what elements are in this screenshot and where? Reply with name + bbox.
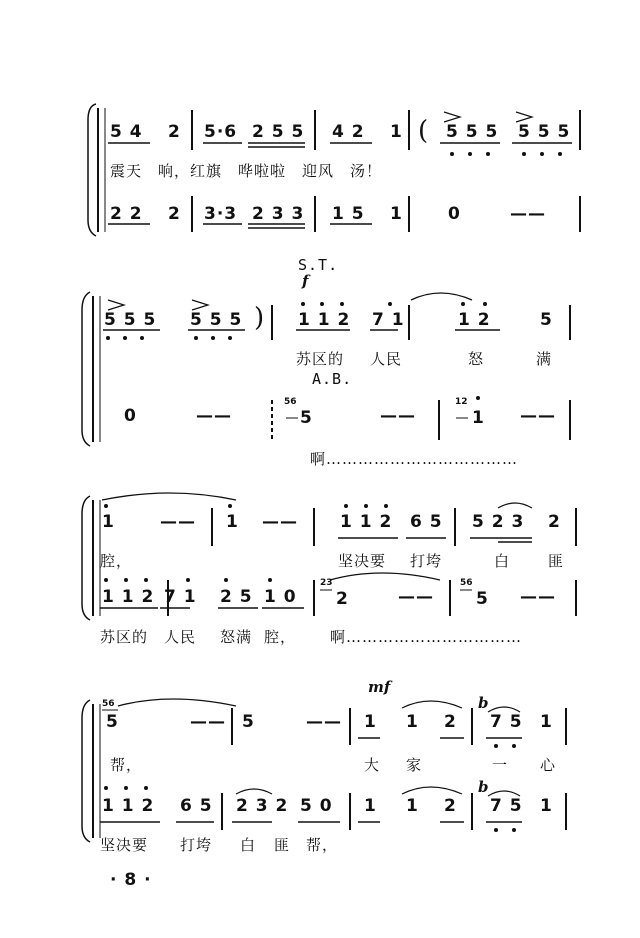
note-group: 1 0 xyxy=(264,587,297,607)
note-group: 2 xyxy=(444,712,457,732)
note-group: 5 xyxy=(476,589,489,609)
note-group: 1 1 2 xyxy=(298,310,351,330)
note-group: 5 5 5 xyxy=(104,310,157,330)
lyric-word: 满 xyxy=(536,350,553,368)
dynamic-mark: mf xyxy=(368,678,391,696)
sustain-dash: —— xyxy=(306,712,342,732)
lyric-word: 白 xyxy=(494,552,511,570)
sustain-dash: —— xyxy=(398,587,434,607)
note-group: 2 3 3 xyxy=(252,204,305,224)
sustain-dash: —— xyxy=(520,587,556,607)
dynamic-mark: f xyxy=(302,272,309,290)
lyric-word: 苏区的 xyxy=(296,350,345,368)
note-group: 1 xyxy=(226,512,239,532)
lyric-word: 帮， xyxy=(110,756,143,774)
note-group: 1 1 2 xyxy=(340,512,393,532)
sustain-dash: —— xyxy=(160,512,196,532)
system-4-dots xyxy=(104,744,516,832)
sustain-dash: —— xyxy=(196,406,232,426)
note-group: 2 xyxy=(548,512,561,532)
note-group: 7 5 xyxy=(490,796,523,816)
paren-open: ( xyxy=(418,116,429,146)
lyric-word: 怒 xyxy=(468,350,485,368)
lyric-word: 怒满 xyxy=(220,628,253,646)
note-group: 1 xyxy=(102,512,115,532)
flat-sign: b xyxy=(478,694,489,712)
sustain-dash: —— xyxy=(262,512,298,532)
note-group: 5 xyxy=(242,712,255,732)
lyric-word: 匪 xyxy=(548,552,565,570)
note-group: 1 xyxy=(364,712,377,732)
grace-note: 56 xyxy=(284,397,297,407)
lyric-word: 大 xyxy=(364,756,381,774)
note-group: 5·6 xyxy=(204,122,238,142)
lyric-word: 人民 xyxy=(370,350,403,368)
note-group: 1 xyxy=(540,712,553,732)
system-1-dots xyxy=(450,152,562,156)
lyric-line: 啊……………………………… xyxy=(310,450,519,468)
note-group: 1 xyxy=(390,122,403,142)
sustain-dash: —— xyxy=(510,204,546,224)
note-group: 1 2 xyxy=(458,310,491,330)
grace-note: 12 xyxy=(455,397,468,407)
lyric-line: 震天 响，红旗 哗啦啦 迎风 汤！ xyxy=(110,162,383,180)
lyric-word: 坚决要 xyxy=(338,552,387,570)
flat-sign: b xyxy=(478,778,489,796)
lyric-word: 白 xyxy=(240,836,257,854)
note-group: 1 xyxy=(472,408,485,428)
note-group: 2 xyxy=(444,796,457,816)
note-group: 2 xyxy=(336,589,349,609)
note-group: 7 1 xyxy=(372,310,405,330)
lyric-word: 心 xyxy=(540,756,557,774)
note-group: 5 5 5 xyxy=(518,122,571,142)
note-group: 1 xyxy=(390,204,403,224)
note-group: 1 xyxy=(540,796,553,816)
part-label-st: S.T. xyxy=(298,256,339,274)
lyric-word: 打垮 xyxy=(180,836,213,854)
lyric-word: 腔， xyxy=(264,628,297,646)
lyric-word: 人民 xyxy=(164,628,197,646)
note-group: 1 1 2 xyxy=(102,587,155,607)
note-group: 5 4 xyxy=(110,122,143,142)
lyric-word: 腔， xyxy=(100,552,133,570)
note-group: 0 xyxy=(448,204,461,224)
sustain-dash: —— xyxy=(520,406,556,426)
note-group: 5 2 3 xyxy=(472,512,525,532)
note-group: 5 5 5 xyxy=(190,310,243,330)
note-group: 3·3 xyxy=(204,204,238,224)
note-group: 1 xyxy=(406,712,419,732)
note-group: 1 xyxy=(364,796,377,816)
note-group: 5 xyxy=(106,712,119,732)
lyric-word: 苏区的 xyxy=(100,628,149,646)
note-group: 7 5 xyxy=(490,712,523,732)
note-group: 2 xyxy=(168,204,181,224)
note-group: 1 xyxy=(406,796,419,816)
lyric-word: 帮， xyxy=(306,836,339,854)
note-group: 5 xyxy=(540,310,553,330)
lyric-word: 家 xyxy=(406,756,423,774)
note-group: 0 xyxy=(124,406,137,426)
lyric-word: 一 xyxy=(492,756,509,774)
grace-note: 56 xyxy=(102,699,115,709)
note-group: 5 0 xyxy=(300,796,333,816)
note-group: 5 5 5 xyxy=(446,122,499,142)
note-group: 7 1 xyxy=(164,587,197,607)
note-group: 5 xyxy=(300,408,313,428)
grace-note: 56 xyxy=(460,578,473,588)
lyric-word: 打垮 xyxy=(410,552,443,570)
note-group: 6 5 xyxy=(410,512,443,532)
lyric-word: 啊…………………………… xyxy=(330,628,523,646)
note-group: 2 3 2 xyxy=(236,796,289,816)
note-group: 1 1 2 xyxy=(102,796,155,816)
note-group: 2 2 xyxy=(110,204,143,224)
note-group: 1 5 xyxy=(332,204,365,224)
paren-close: ) xyxy=(254,303,265,333)
grace-note: 23 xyxy=(320,578,333,588)
page-number: · 8 · xyxy=(110,870,152,890)
note-group: 2 5 xyxy=(220,587,253,607)
lyric-word: 坚决要 xyxy=(100,836,149,854)
lyric-word: 匪 xyxy=(274,836,291,854)
sustain-dash: —— xyxy=(380,406,416,426)
note-group: 2 5 5 xyxy=(252,122,305,142)
sustain-dash: —— xyxy=(190,712,226,732)
note-group: 6 5 xyxy=(180,796,213,816)
note-group: 2 xyxy=(168,122,181,142)
part-label-ab: A.B. xyxy=(312,370,353,388)
note-group: 4 2 xyxy=(332,122,365,142)
